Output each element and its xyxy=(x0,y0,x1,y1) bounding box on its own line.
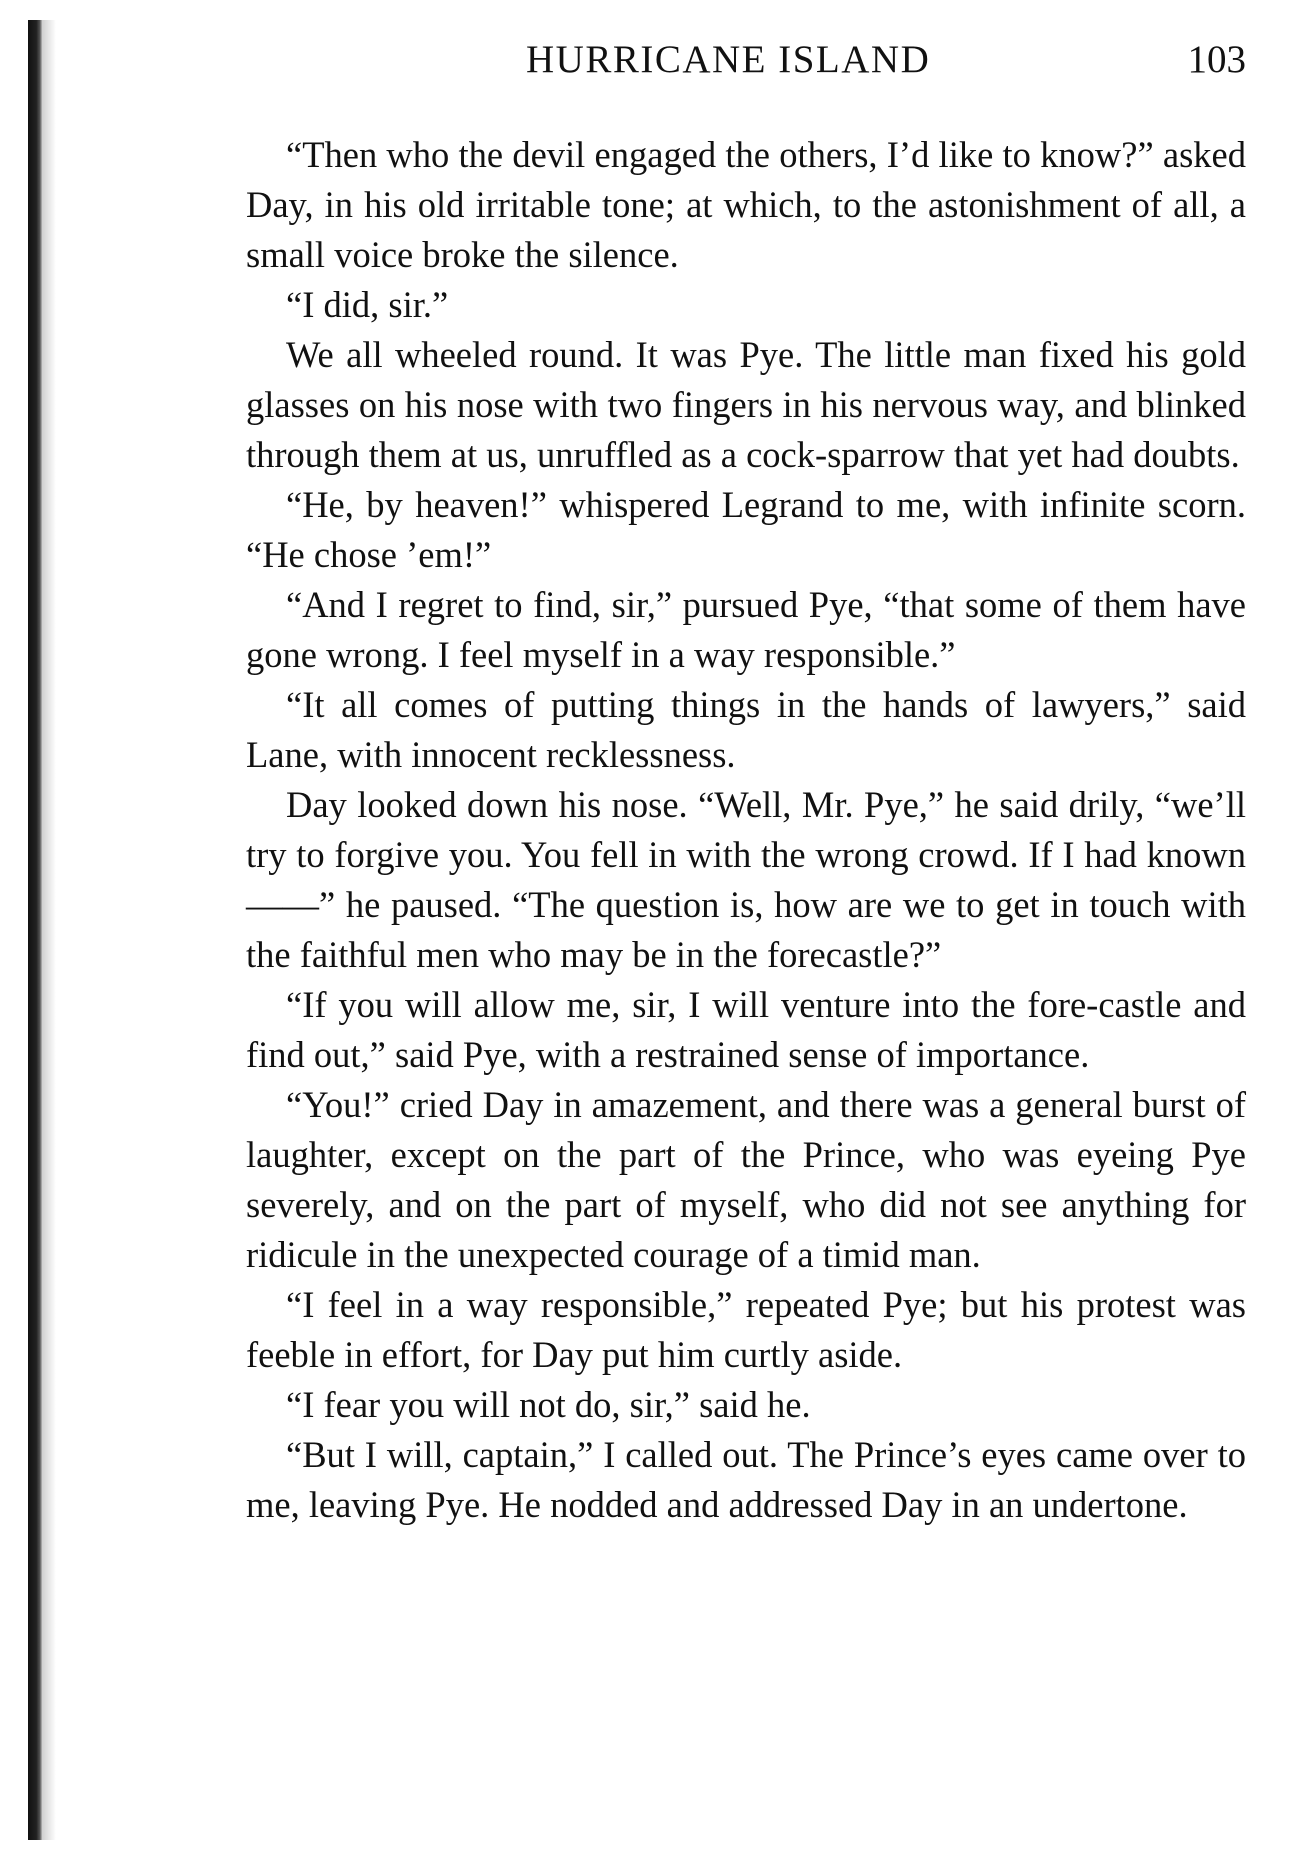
paragraph: “It all comes of putting things in the hands of lawyers,” said Lane, with innocent recklessness. xyxy=(246,684,1246,775)
running-head xyxy=(246,30,1246,90)
body-text xyxy=(246,130,1246,1530)
paragraph: We all wheeled round. It was Pye. The little man fixed his gold glasses on his nose with two fingers in his nervous way, and blinked through them at us, unruffled as a cock-sparrow that yet had doubts. xyxy=(246,334,1246,475)
running-title: HURRICANE ISLAND xyxy=(526,38,931,81)
paragraph: “And I regret to find, sir,” pursued Pye, “that some of them have gone wrong. I feel myself in a way responsible.” xyxy=(246,584,1246,675)
paragraph: “But I will, captain,” I called out. The Prince’s eyes came over to me, leaving Pye. He nodded and addressed Day in an undertone. xyxy=(246,1434,1246,1525)
paragraph: “Then who the devil engaged the others, I’d like to know?” asked Day, in his old irritable tone; at which, to the astonishment of all, a small voice broke the silence. xyxy=(246,134,1246,275)
page-binding-fade xyxy=(42,20,56,1840)
paragraph: “You!” cried Day in amazement, and there was a general burst of laughter, except on the part of the Prince, who was eyeing Pye severely, and on the part of myself, who did not see anything for ridicule in the unexpected courage of a timid man. xyxy=(246,1084,1246,1275)
paragraph: Day looked down his nose. “Well, Mr. Pye,” he said drily, “we’ll try to forgive you. You fell in with the wrong crowd. If I had known——” he paused. “The question is, how are we to get in touch with the faithful men who may be in the forecastle?” xyxy=(246,784,1246,975)
page-binding-shadow xyxy=(28,20,42,1840)
paragraph: “I feel in a way responsible,” repeated Pye; but his protest was feeble in effort, for Day put him curtly aside. xyxy=(246,1284,1246,1375)
paragraph: “He, by heaven!” whispered Legrand to me, with infinite scorn. “He chose ’em!” xyxy=(246,484,1246,575)
page-number: 103 xyxy=(1187,38,1246,81)
paragraph: “I fear you will not do, sir,” said he. xyxy=(286,1384,811,1425)
paragraph: “If you will allow me, sir, I will venture into the fore-castle and find out,” said Pye, with a restrained sense of importance. xyxy=(246,984,1246,1075)
paragraph: “I did, sir.” xyxy=(286,284,449,325)
